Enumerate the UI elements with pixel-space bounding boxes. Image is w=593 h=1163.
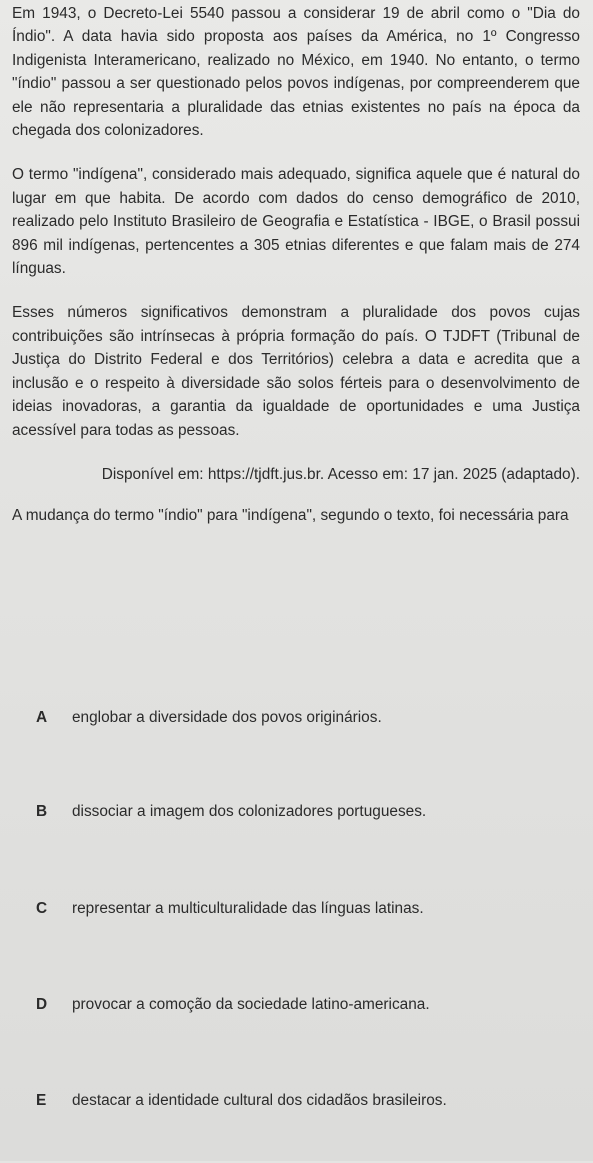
option-text: representar a multiculturalidade das línguas latinas. — [72, 900, 424, 917]
option-b[interactable] — [0, 783, 593, 878]
option-text: destacar a identidade cultural dos cidadãos brasileiros. — [72, 1092, 447, 1109]
paragraph-3: Esses números significativos demonstram a pluralidade dos povos cujas contribuições são intrínsecas à própria formação do país. O TJDFT (Tribunal de Justiça do Distrito Federal e dos Territórios) celebra a data e acredita que a inclusão e o respeito à diversidade são solos férteis para o desenvolvimento de ideias inovadoras, a garantia da igualdade de oportunidades e uma Justiça acessível para todas as pessoas. — [12, 304, 580, 439]
source-citation: Disponível em: https://tjdft.jus.br. Acesso em: 17 jan. 2025 (adaptado). — [101, 465, 580, 483]
option-c[interactable] — [0, 878, 593, 973]
passage — [12, 2, 580, 528]
option-letter: D — [36, 996, 48, 1013]
option-text: englobar a diversidade dos povos originários. — [72, 709, 382, 726]
option-letter: C — [36, 900, 48, 917]
paragraph-1: Em 1943, o Decreto-Lei 5540 passou a considerar 19 de abril como o "Dia do Índio". A data havia sido proposta aos países da América, no 1º Congresso Indigenista Interamericano, realizado no México, em 1940. No entanto, o termo "índio" passou a ser questionado pelos povos indígenas, por compreenderem que ele não representaria a pluralidade das etnias existentes no país na época da chegada dos colonizadores. — [12, 5, 580, 140]
option-text: dissociar a imagem dos colonizadores portugueses. — [72, 803, 427, 820]
option-text: provocar a comoção da sociedade latino-americana. — [72, 996, 430, 1013]
question-prompt: A mudança do termo "índio" para "indígena", segundo o texto, foi necessária para — [12, 507, 569, 525]
option-e[interactable] — [0, 1068, 593, 1163]
option-d[interactable] — [0, 973, 593, 1068]
answer-options — [0, 688, 593, 1163]
option-a[interactable] — [0, 688, 593, 783]
option-letter: A — [36, 709, 48, 726]
paragraph-2: O termo "indígena", considerado mais adequado, significa aquele que é natural do lugar em que habita. De acordo com dados do censo demográfico de 2010, realizado pelo Instituto Brasileiro de Geografia e Estatística - IBGE, o Brasil possui 896 mil indígenas, pertencentes a 305 etnias diferentes e que falam mais de 274 línguas. — [12, 166, 580, 278]
option-letter: E — [36, 1092, 47, 1109]
option-letter: B — [36, 803, 48, 820]
